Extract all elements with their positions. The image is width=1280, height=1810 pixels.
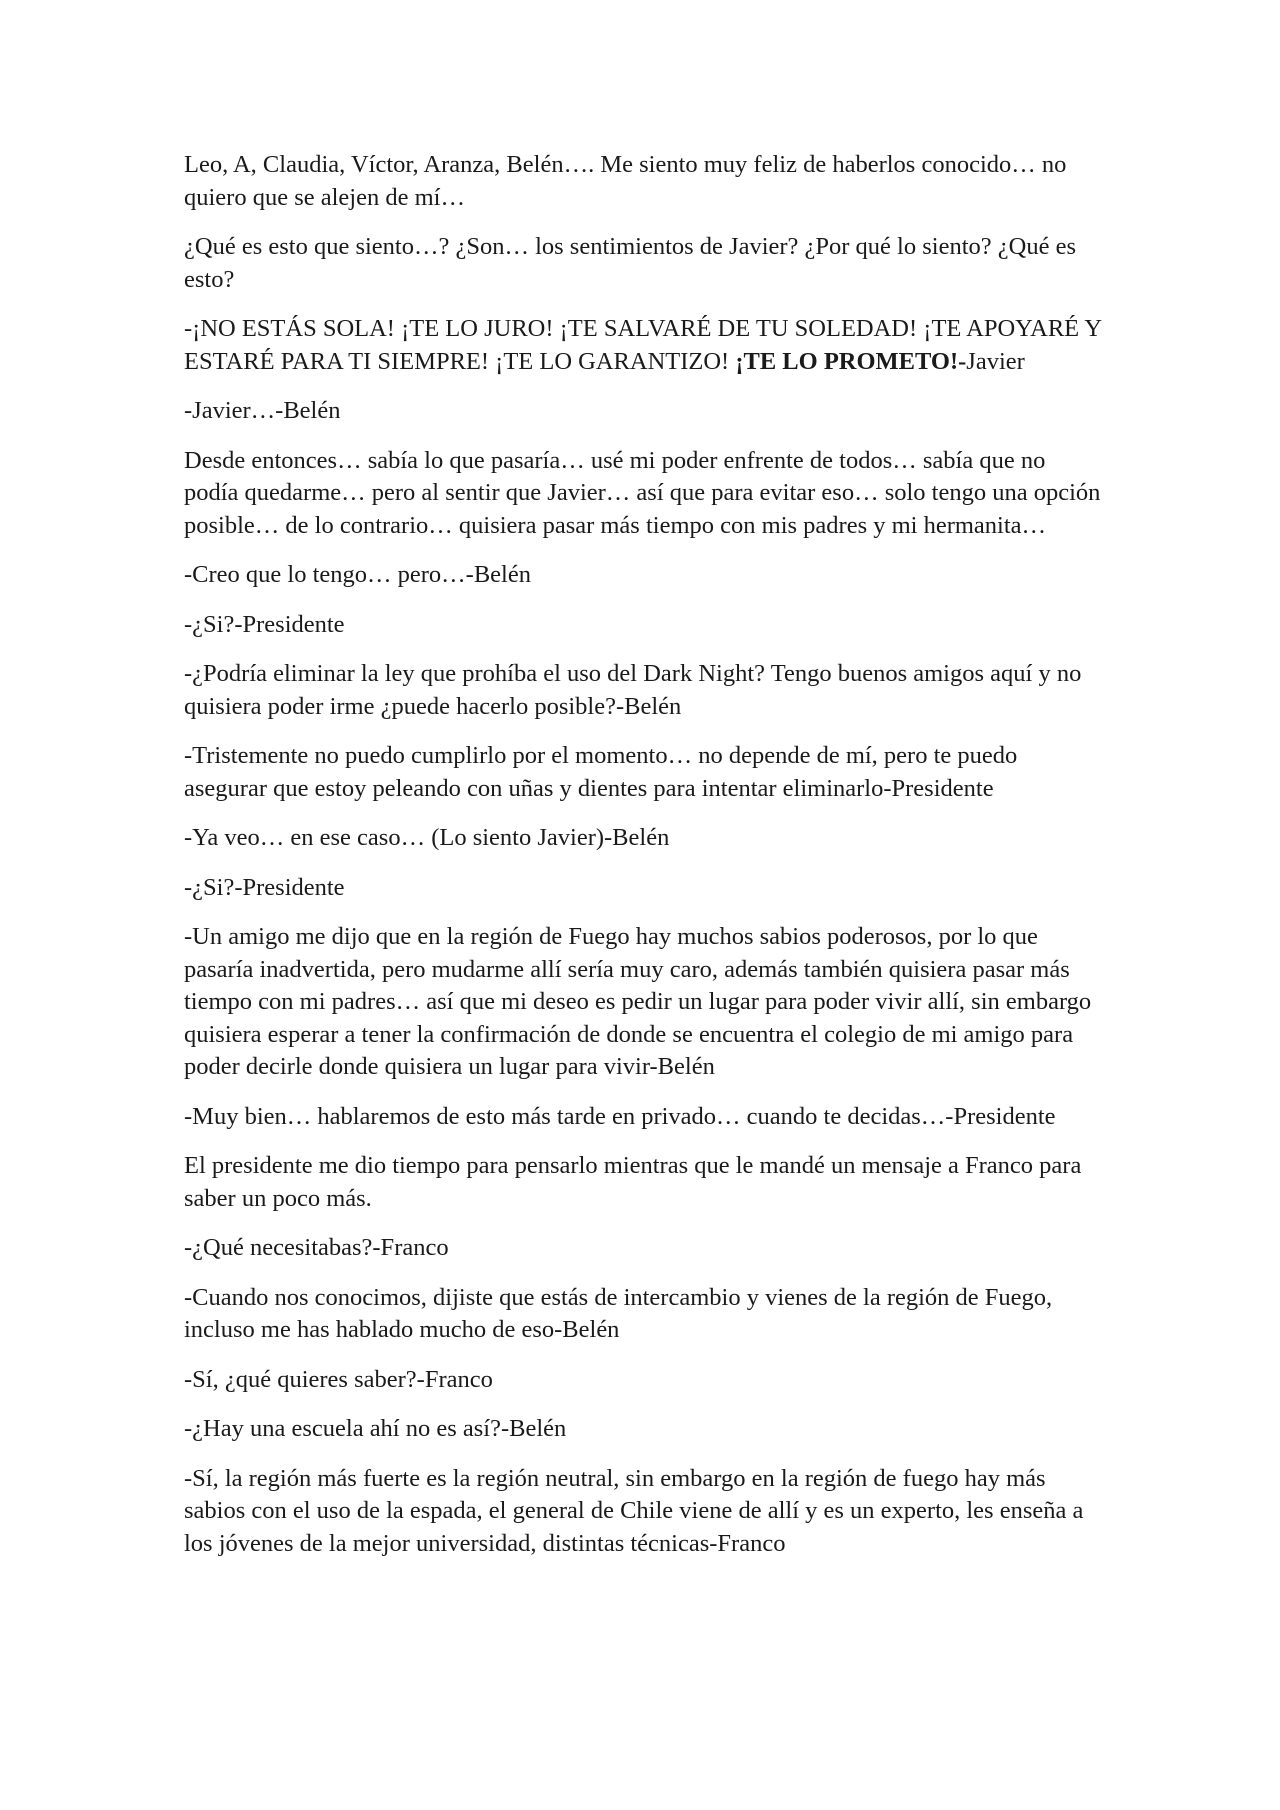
speaker-text: Javier xyxy=(966,347,1025,375)
paragraph: -¿Si?-Presidente xyxy=(184,873,345,901)
paragraph: -¿Si?-Presidente xyxy=(184,610,345,638)
paragraph: -Un amigo me dijo que en la región de Fuego hay muchos sabios poderosos, por lo que pasaría inadvertida, pero mudarme allí sería muy caro, además también quisiera pasar más tiempo con mi padres… así que mi deseo es pedir un lugar para poder vivir allí, sin embargo quisiera esperar a tener la confirmación de donde se encuentra el colegio de mi amigo para poder decirle donde quisiera un lugar para vivir-Belén xyxy=(184,923,1092,1080)
paragraph: -¿Hay una escuela ahí no es así?-Belén xyxy=(184,1415,567,1442)
document-body xyxy=(184,149,1104,1577)
paragraph: El presidente me dio tiempo para pensarlo mientras que le mandé un mensaje a Franco para saber un poco más. xyxy=(184,1152,1082,1212)
paragraph-mixed xyxy=(184,313,1104,378)
paragraph: -Sí, la región más fuerte es la región neutral, sin embargo en la región de fuego hay más sabios con el uso de la espada, el general de Chile viene de allí y es un experto, les enseña a los jóvenes de la mejor universidad, distintas técnicas-Franco xyxy=(184,1464,1084,1557)
paragraph: Leo, A, Claudia, Víctor, Aranza, Belén…. Me siento muy feliz de haberlos conocido… no quiero que se alejen de mí… xyxy=(184,151,1067,211)
paragraph: -Sí, ¿qué quieres saber?-Franco xyxy=(184,1365,493,1393)
bold-text: ¡TE LO PROMETO!- xyxy=(735,347,967,375)
paragraph: -Ya veo… en ese caso… (Lo siento Javier)-Belén xyxy=(184,824,670,851)
paragraph: ¿Qué es esto que siento…? ¿Son… los sentimientos de Javier? ¿Por qué lo siento? ¿Qué es esto? xyxy=(184,233,1076,293)
paragraph: -¿Qué necesitabas?-Franco xyxy=(184,1234,449,1261)
paragraph: -Javier…-Belén xyxy=(184,397,341,424)
paragraph: -Muy bien… hablaremos de esto más tarde en privado… cuando te decidas…-Presidente xyxy=(184,1102,1056,1130)
paragraph: -Cuando nos conocimos, dijiste que estás de intercambio y vienes de la región de Fuego, incluso me has hablado mucho de eso-Belén xyxy=(184,1283,1053,1343)
paragraph: Desde entonces… sabía lo que pasaría… usé mi poder enfrente de todos… sabía que no podía quedarme… pero al sentir que Javier… así que para evitar eso… solo tengo una opción posible… de lo contrario… quisiera pasar más tiempo con mis padres y mi hermanita… xyxy=(184,446,1101,539)
paragraph: -¿Podría eliminar la ley que prohíba el uso del Dark Night? Tengo buenos amigos aquí y no quisiera poder irme ¿puede hacerlo posible?-Belén xyxy=(184,660,1082,720)
paragraph: -Tristemente no puedo cumplirlo por el momento… no depende de mí, pero te puedo asegurar que estoy peleando con uñas y dientes para intentar eliminarlo-Presidente xyxy=(184,742,1018,802)
paragraph-text: -¡NO ESTÁS SOLA! ¡TE LO JURO! ¡TE SALVARÉ DE TU SOLEDAD! ¡TE APOYARÉ Y ESTARÉ PARA TI SIEMPRE! ¡TE LO GARANTIZO! xyxy=(184,315,1102,375)
paragraph: -Creo que lo tengo… pero…-Belén xyxy=(184,561,531,588)
